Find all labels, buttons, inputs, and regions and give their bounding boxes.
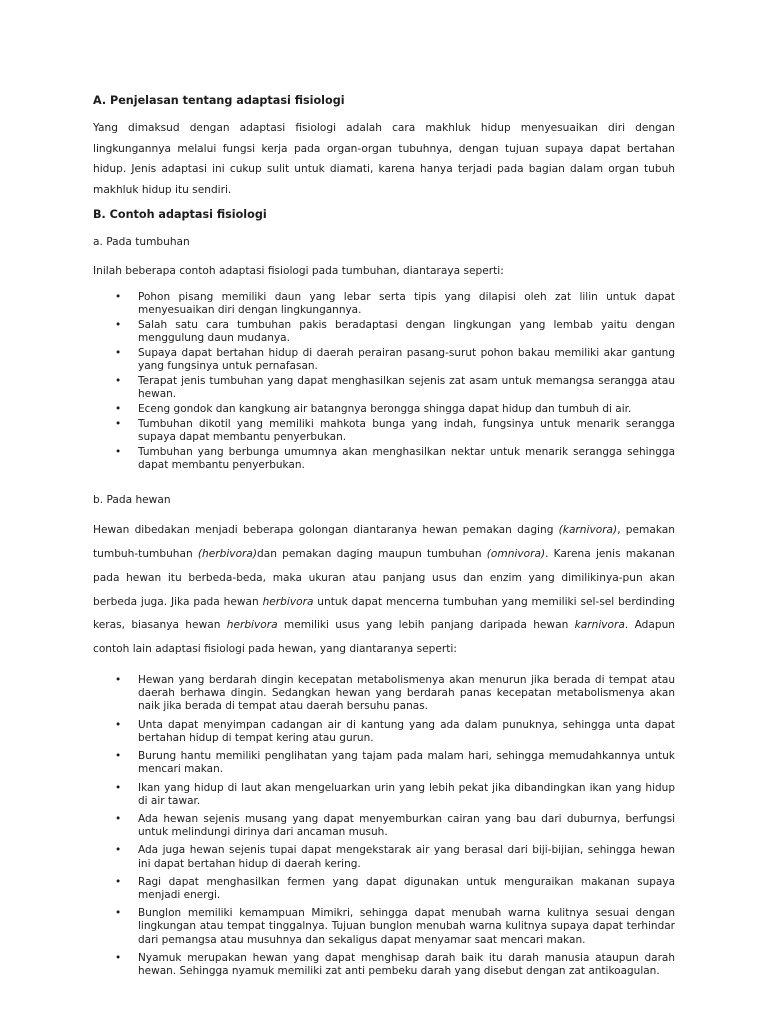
heading-section-a: A. Penjelasan tentang adaptasi fisiologi: [93, 94, 345, 107]
list-item: • Supaya dapat bertahan hidup di daerah perairan pasang-surut pohon bakau memiliki akar gantung yang fungsinya untuk pernafasan.: [115, 347, 675, 373]
plants-list: [93, 291, 675, 472]
list-item: • Bunglon memiliki kemampuan Mimikri, sehingga dapat menubah warna kulitnya sesuai dengan lingkungan atau tempat tinggalnya. Tujuan bunglon menubah warna kulitnya supaya dapat terhindar dari pemangsa atau musuhnya dan sekaligus dapat menyamar saat mencari makan.: [115, 907, 675, 946]
heading-section-b: B. Contoh adaptasi fisiologi: [93, 208, 267, 221]
list-item: • Hewan yang berdarah dingin kecepatan metabolismenya akan menurun jika berada di tempat atau daerah berhawa dingin. Sedangkan hewan yang berdarah panas kecepatan metabolismenya akan naik jika berada di tempat atau daerah bersuhu panas.: [115, 674, 675, 713]
animals-list: [93, 674, 675, 978]
plants-intro: Inilah beberapa contoh adaptasi fisiologi pada tumbuhan, diantaraya seperti:: [93, 264, 504, 277]
subheading-plants: a. Pada tumbuhan: [93, 236, 190, 248]
list-item: • Tumbuhan dikotil yang memiliki mahkota bunga yang indah, fungsinya untuk menarik serangga supaya dapat membantu penyerbukan.: [115, 417, 675, 443]
list-item: • Ada hewan sejenis musang yang dapat menyemburkan cairan yang bau dari duburnya, berfungsi untuk melindungi dirinya dari ancaman musuh.: [115, 812, 675, 839]
list-item: • Tumbuhan yang berbunga umumnya akan menghasilkan nektar untuk menarik serangga sehingga dapat membantu penyerbukan.: [115, 445, 675, 471]
list-item: • Salah satu cara tumbuhan pakis beradaptasi dengan lingkungan yang lembab yaitu dengan menggulung daun mudanya.: [115, 319, 675, 345]
list-item: • Ikan yang hidup di laut akan mengeluarkan urin yang lebih pekat jika dibandingkan ikan yang hidup di air tawar.: [115, 781, 675, 807]
list-item: • Terapat jenis tumbuhan yang dapat menghasilkan sejenis zat asam untuk memangsa serangga atau hewan.: [115, 375, 675, 401]
list-item: • Unta dapat menyimpan cadangan air di kantung yang ada dalam punuknya, sehingga unta dapat bertahan hidup di tempat kering atau gurun.: [115, 718, 675, 744]
list-item: • Nyamuk merupakan hewan yang dapat menghisap darah baik itu darah manusia ataupun darah hewan. Sehingga nyamuk memiliki zat anti pembeku darah yang disebut dengan zat antikoagulan.: [115, 951, 675, 977]
list-item: • Eceng gondok dan kangkung air batangnya berongga shingga dapat hidup dan tumbuh di air.: [115, 403, 632, 415]
list-item: • Pohon pisang memiliki daun yang lebar serta tipis yang dilapisi oleh zat lilin untuk dapat menyesuaikan diri dengan lingkungannya.: [115, 291, 675, 317]
list-item: • Burung hantu memiliki penglihatan yang tajam pada malam hari, sehingga memudahkannya untuk mencari makan.: [115, 750, 675, 776]
animals-paragraph: Hewan dibedakan menjadi beberapa golongan diantaranya hewan pemakan daging (karnivora), pemakan tumbuh-tumbuhan (herbivora)dan pemakan daging maupun tumbuhan (omnivora). Karena jenis makanan pada hewan itu berbeda-beda, maka ukuran atau panjang usus dan enzim yang dimilikinya-pun akan berbeda juga. Jika pada hewan herbivora untuk dapat mencerna tumbuhan yang memiliki sel-sel berdinding keras, biasanya hewan herbivora memiliki usus yang lebih panjang daripada hewan karnivora. Adapun contoh lain adaptasi fisiologi pada hewan, yang diantaranya seperti:: [93, 524, 675, 656]
paragraph-definition: Yang dimaksud dengan adaptasi fisiologi adalah cara makhluk hidup menyesuaikan diri dengan lingkungannya melalui fungsi kerja pada organ-organ tubuhnya, dengan tujuan supaya dapat bertahan hidup. Jenis adaptasi ini cukup sulit untuk diamati, karena hanya terjadi pada bagian dalam organ tubuh makhluk hidup itu sendiri.: [93, 122, 675, 196]
list-item: • Ada juga hewan sejenis tupai dapat mengekstarak air yang berasal dari biji-bijian, sehingga hewan ini dapat bertahan hidup di daerah kering.: [115, 844, 675, 870]
list-item: • Ragi dapat menghasilkan fermen yang dapat digunakan untuk menguraikan makanan supaya menjadi energi.: [115, 875, 675, 901]
subheading-animals: b. Pada hewan: [93, 493, 171, 506]
